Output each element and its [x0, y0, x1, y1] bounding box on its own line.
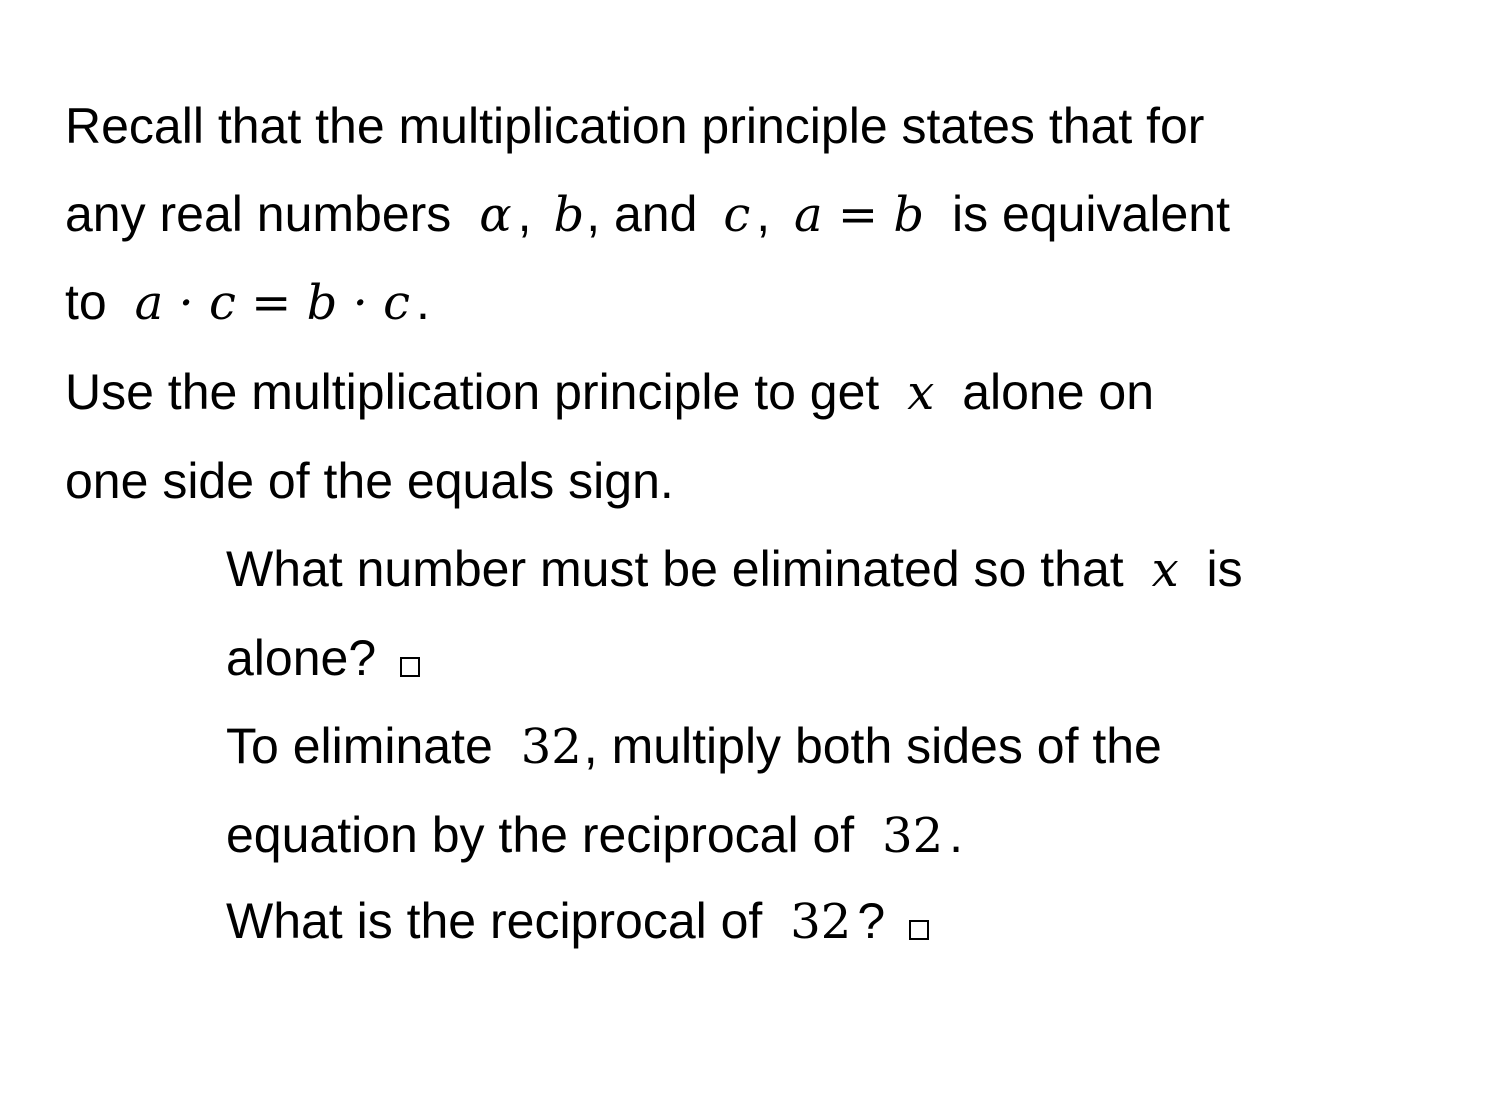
question-text: What is the reciprocal of [226, 893, 763, 949]
math-number-32: 32 [882, 808, 944, 864]
period: . [416, 274, 430, 330]
intro-text: , and [586, 186, 698, 242]
answer-box[interactable] [400, 657, 420, 677]
period: . [949, 807, 964, 863]
question-text: is [1206, 541, 1243, 597]
intro-text: any real numbers [65, 186, 452, 242]
math-equation-a-equals-b: a = b [794, 187, 925, 243]
math-var-b: b [553, 187, 585, 243]
answer-box[interactable] [909, 920, 929, 940]
instruction-text: Use the multiplication principle to get [65, 364, 880, 420]
comma: , [517, 186, 532, 242]
math-var-x: x [907, 365, 935, 421]
intro-text: to [65, 274, 107, 330]
intro-line-3 [65, 272, 430, 332]
math-number-32: 32 [790, 894, 852, 950]
question-text: What number must be eliminated so that [226, 541, 1124, 597]
question-2-line [226, 891, 929, 951]
math-var-alpha: α [479, 187, 512, 243]
math-equation-ac-equals-bc: a · c = b · c [134, 275, 410, 331]
question-text: alone? [226, 630, 377, 686]
intro-line-2 [65, 184, 1230, 244]
instruction-line-2 [65, 451, 674, 511]
instruction-line-1 [65, 362, 1154, 422]
intro-text: is equivalent [952, 186, 1230, 242]
math-var-c: c [723, 187, 751, 243]
question-mark: ? [857, 893, 886, 949]
question-1-line-2 [226, 628, 420, 688]
explanation-text: , multiply both sides of the [583, 718, 1162, 774]
question-1-line-1 [226, 539, 1243, 599]
explanation-text: To eliminate [226, 718, 493, 774]
explanation-line-2 [226, 805, 963, 865]
math-var-x: x [1151, 542, 1179, 598]
explanation-text: equation by the reciprocal of [226, 807, 855, 863]
math-number-32: 32 [520, 719, 582, 775]
explanation-line-1 [226, 716, 1162, 776]
instruction-text: one side of the equals sign. [65, 453, 674, 509]
intro-text: Recall that the multiplication principle states that for [65, 98, 1205, 154]
intro-line-1 [65, 96, 1204, 156]
comma: , [756, 186, 771, 242]
instruction-text: alone on [962, 364, 1155, 420]
